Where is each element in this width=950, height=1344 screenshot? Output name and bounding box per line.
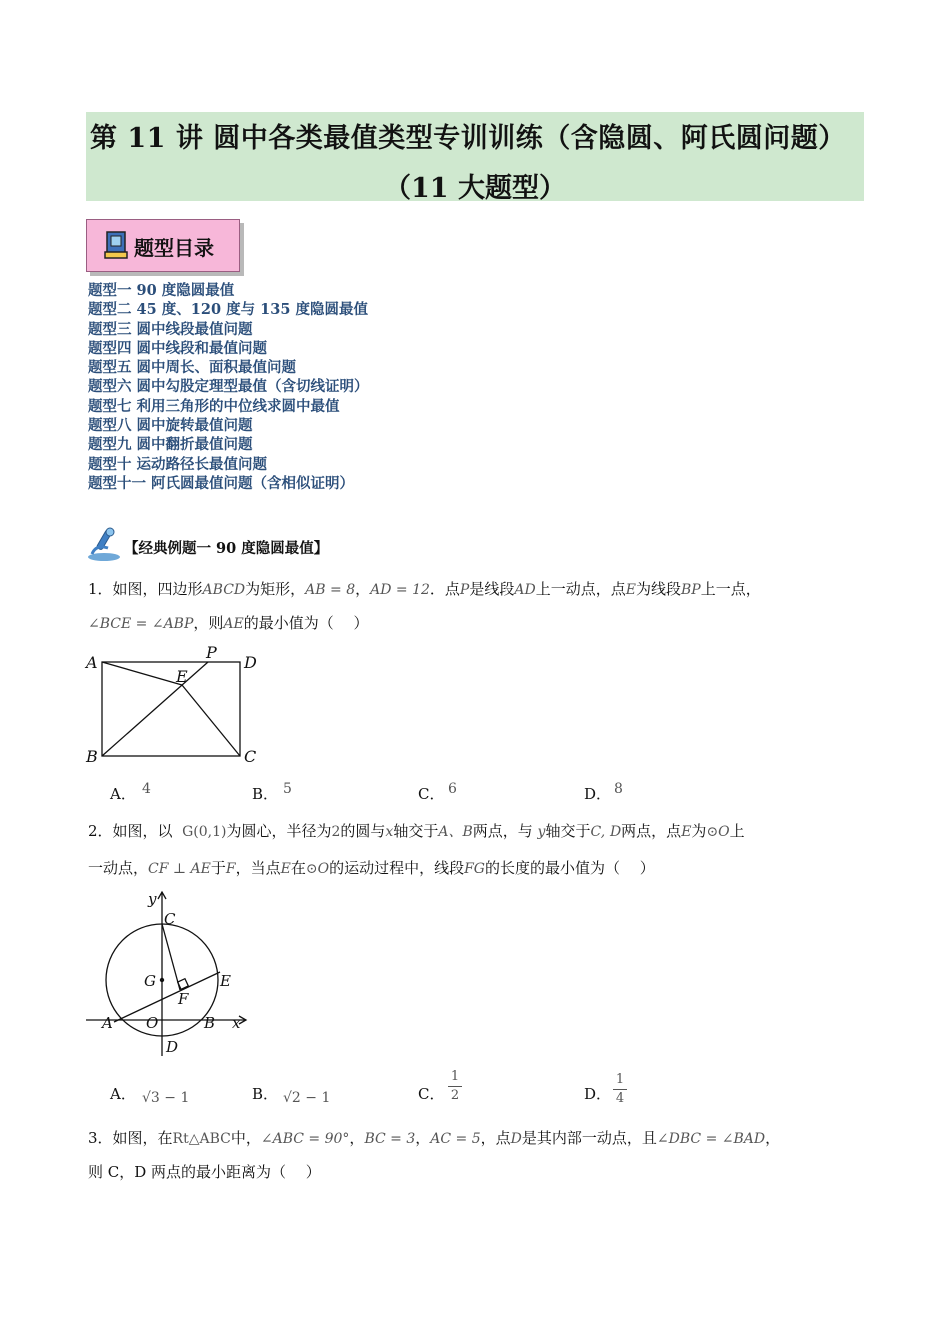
toc-item[interactable]: 题型一 90 度隐圆最值 bbox=[88, 282, 235, 299]
q2-option-c[interactable]: C． bbox=[418, 1085, 445, 1103]
label-f: F bbox=[178, 990, 189, 1008]
toc-item[interactable]: 题型九 圆中翻折最值问题 bbox=[88, 436, 253, 454]
q1-option-a[interactable]: A． bbox=[110, 785, 136, 803]
toc-item[interactable]: 题型二 45 度、120 度与 135 度隐圆最值 bbox=[88, 301, 368, 319]
q1-option-b-value: 5 bbox=[283, 781, 292, 797]
q1-option-d[interactable]: D． bbox=[584, 785, 612, 803]
center-g-dot bbox=[160, 978, 164, 982]
label-g: G bbox=[144, 972, 156, 990]
label-c: C bbox=[164, 910, 176, 928]
label-b: B bbox=[86, 747, 98, 766]
toc-item[interactable]: 题型八 圆中旋转最值问题 bbox=[88, 417, 253, 435]
q2-option-d-fraction: 1 4 bbox=[613, 1072, 627, 1107]
q1-option-c[interactable]: C． bbox=[418, 785, 445, 803]
toc-item[interactable]: 题型七 利用三角形的中位线求圆中最值 bbox=[88, 397, 340, 415]
toc-list bbox=[88, 281, 369, 493]
toc-badge-label: 题型目录 bbox=[134, 236, 214, 260]
q2-option-c-fraction: 1 2 bbox=[448, 1069, 462, 1104]
toc-item[interactable]: 题型十一 阿氏圆最值问题（含相似证明） bbox=[88, 474, 355, 492]
q3-line2: 则 C，D 两点的最小距离为（ ） bbox=[88, 1163, 321, 1181]
example-heading-text: 【经典例题一 90 度隐圆最值】 bbox=[124, 540, 329, 557]
label-b: B bbox=[204, 1014, 216, 1032]
q2-figure-circle bbox=[84, 886, 264, 1058]
rectangle-abcd bbox=[102, 662, 240, 756]
segment-ae bbox=[102, 662, 182, 685]
label-a: A bbox=[86, 653, 98, 672]
book-icon bbox=[104, 230, 130, 260]
toc-badge bbox=[86, 219, 244, 276]
microscope-icon bbox=[86, 524, 126, 562]
label-c: C bbox=[244, 747, 257, 766]
label-e: E bbox=[220, 972, 231, 990]
toc-item[interactable]: 题型三 圆中线段最值问题 bbox=[88, 320, 253, 338]
q2-option-d[interactable]: D． bbox=[584, 1085, 612, 1103]
toc-item[interactable]: 题型六 圆中勾股定理型最值（含切线证明） bbox=[88, 378, 369, 396]
q2-option-a-value: √3 − 1 bbox=[142, 1090, 190, 1106]
segment-ce bbox=[182, 685, 240, 756]
q2-option-b[interactable]: B． bbox=[252, 1085, 279, 1103]
lecture-title: 第 11 讲 圆中各类最值类型专训训练（含隐圆、阿氏圆问题） bbox=[90, 123, 846, 154]
q2-option-a[interactable]: A． bbox=[110, 1085, 136, 1103]
toc-item[interactable]: 题型五 圆中周长、面积最值问题 bbox=[88, 359, 297, 377]
lecture-subtitle: （11 大题型） bbox=[384, 173, 566, 204]
q1-figure-rectangle bbox=[84, 642, 274, 770]
label-a: A bbox=[102, 1014, 113, 1032]
q3-line1: 3．如图，在Rt△ABC中，∠ABC = 90°，BC = 3，AC = 5，点D是其内部一动点，且∠DBC = ∠BAD， bbox=[88, 1129, 781, 1147]
q1-line2: ∠BCE = ∠ABP，则AE的最小值为（ ） bbox=[88, 614, 369, 632]
segment-bp bbox=[102, 662, 208, 756]
label-e: E bbox=[176, 667, 188, 686]
q1-line1: 1．如图，四边形ABCD为矩形，AB = 8，AD = 12．点P是线段AD上一动点，点E为线段BP上一点， bbox=[88, 580, 761, 598]
label-o: O bbox=[146, 1014, 159, 1032]
q1-option-b[interactable]: B． bbox=[252, 785, 279, 803]
q2-option-b-value: √2 − 1 bbox=[283, 1090, 331, 1106]
label-d: D bbox=[244, 653, 257, 672]
q1-option-c-value: 6 bbox=[448, 781, 457, 797]
q2-line2: 一动点，CF ⊥ AE于F，当点E在⊙O的运动过程中，线段FG的长度的最小值为（ ） bbox=[88, 859, 655, 877]
label-d: D bbox=[166, 1038, 179, 1056]
q1-option-d-value: 8 bbox=[614, 781, 623, 797]
label-y: y bbox=[148, 890, 157, 908]
label-x: x bbox=[232, 1014, 241, 1032]
segment-cf bbox=[162, 924, 180, 990]
toc-item[interactable]: 题型十 运动路径长最值问题 bbox=[88, 455, 268, 473]
label-p: P bbox=[206, 643, 217, 662]
toc-item[interactable]: 题型四 圆中线段和最值问题 bbox=[88, 339, 268, 357]
q1-option-a-value: 4 bbox=[142, 781, 151, 797]
q2-line1: 2．如图，以 G(0,1)为圆心，半径为2的圆与x轴交于A、B两点，与 y轴交于C, D两点，点E为⊙O上 bbox=[88, 822, 745, 840]
